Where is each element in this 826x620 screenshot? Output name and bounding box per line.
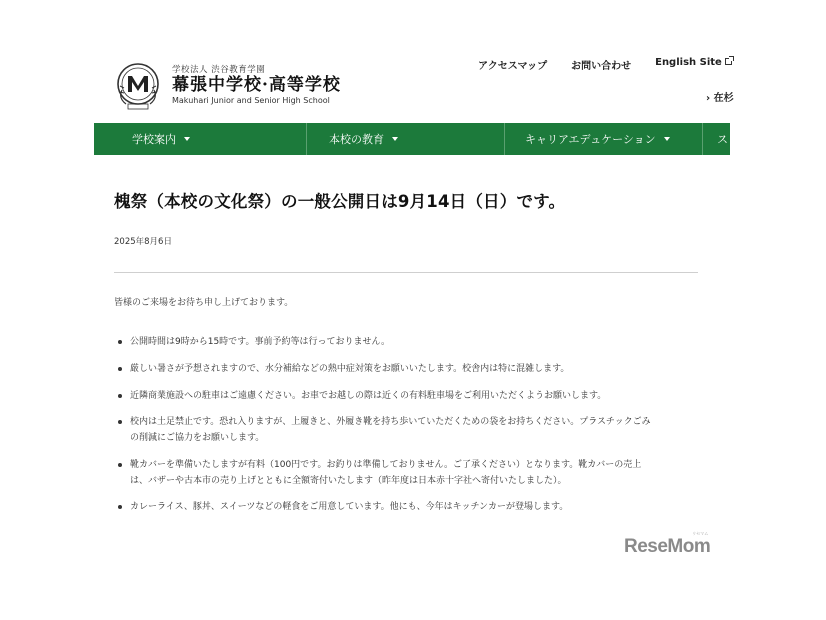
list-item-text: 靴カバーを準備いたしますが有料（100円です。お釣りは準備しておりません。ご了承ください）となります。靴カバーの売上 — [130, 460, 642, 470]
school-crest-icon — [114, 60, 162, 112]
caret-down-icon — [184, 137, 190, 141]
list-item-text: 公開時間は9時から15時です。事前予約等は行っておりません。 — [130, 337, 390, 347]
access-map-link[interactable]: アクセスマップ — [478, 61, 548, 72]
contact-link[interactable]: お問い合わせ — [571, 61, 632, 72]
corporation-name: 学校法人 渋谷教育学園 — [172, 65, 266, 76]
list-item — [114, 414, 698, 446]
watermark-ruby: リセマム — [692, 531, 709, 536]
nav-item-label: 学校案内 — [132, 133, 176, 146]
global-nav — [94, 123, 730, 155]
article-intro: 皆様のご来場をお待ち申し上げております。 — [114, 298, 294, 308]
page — [94, 0, 734, 620]
nav-item-label: 本校の教育 — [329, 133, 384, 146]
caret-down-icon — [392, 137, 398, 141]
list-item-text-cont: の削減にご協力をお願いします。 — [130, 433, 265, 443]
list-item-text: 厳しい暑さが予想されますので、水分補給などの熱中症対策をお願いいたします。校舎内は特に混雑します。 — [130, 364, 570, 374]
list-item — [114, 361, 698, 377]
nav-item-education[interactable] — [307, 123, 505, 155]
logo-text — [172, 66, 341, 106]
nav-item-about[interactable] — [94, 123, 307, 155]
school-name: 幕張中学校·高等学校 — [172, 75, 341, 96]
current-students-link[interactable]: › 在杉 — [706, 93, 734, 104]
list-item — [114, 334, 698, 350]
english-site-label: English Site — [655, 57, 722, 68]
article-bullet-list — [114, 334, 698, 515]
list-item — [114, 388, 698, 404]
school-logo-link[interactable] — [114, 58, 341, 114]
list-item-text: 近隣商業施設への駐車はご遠慮ください。お車でお越しの際は近くの有料駐車場をご利用いただくようお願いします。 — [130, 391, 607, 401]
nav-item-career[interactable] — [505, 123, 703, 155]
list-item-text: 校内は土足禁止です。恐れ入りますが、上履きと、外履き靴を持ち歩いていただくための袋をお持ちください。プラスチックごみ — [130, 417, 651, 427]
nav-item-label: キャリアエデュケーション — [525, 133, 656, 146]
list-item — [114, 457, 698, 489]
caret-down-icon — [664, 137, 670, 141]
english-site-link[interactable] — [655, 57, 732, 72]
list-item — [114, 499, 698, 515]
nav-item-label: ス — [717, 133, 728, 146]
resemom-watermark — [624, 531, 711, 558]
article-title: 槐祭（本校の文化祭）の一般公開日は9月14日（日）です。 — [114, 192, 566, 211]
utility-links — [478, 57, 732, 72]
school-name-en: Makuhari Junior and Senior High School — [172, 96, 330, 106]
list-item-text: カレーライス、豚丼、スイーツなどの軽食をご用意しています。他にも、今年はキッチンカーが登場します。 — [130, 502, 569, 512]
watermark-text: ReseMom — [624, 536, 711, 557]
article-date: 2025年8月6日 — [114, 237, 172, 247]
divider — [114, 272, 698, 273]
list-item-text-cont: は、バザーや古本市の売り上げとともに全額寄付いたします（昨年度は日本赤十字社へ寄付いたしました）。 — [130, 476, 567, 486]
nav-item-truncated[interactable] — [703, 123, 730, 155]
external-link-icon — [725, 58, 732, 65]
